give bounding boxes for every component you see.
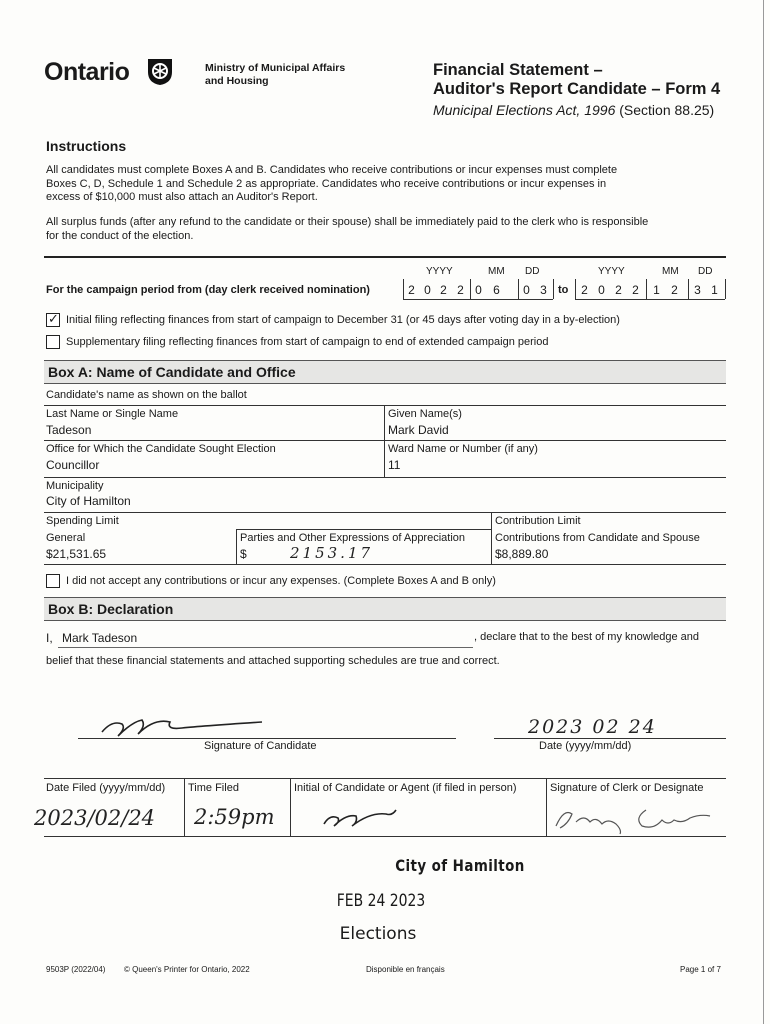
date-filed-label: Date Filed (yyyy/mm/dd) <box>46 782 166 794</box>
no-contributions-label: I did not accept any contributions or incur any expenses. (Complete Boxes A and B only) <box>66 575 496 587</box>
campaign-period-label: For the campaign period from (day clerk received nomination) <box>46 284 370 296</box>
signature-label: Signature of Candidate <box>204 740 317 752</box>
divider <box>44 836 726 837</box>
contributions-limit-field[interactable]: $8,889.80 <box>495 547 549 561</box>
date-box-separator <box>688 279 689 299</box>
form-title-line1: Financial Statement – <box>433 61 603 79</box>
instructions-line: All candidates must complete Boxes A and B. Candidates who receive contributions or incur expenses must complete <box>46 164 618 176</box>
name-underline <box>58 647 473 648</box>
declaration-text: , declare that to the best of my knowledge and <box>474 631 700 643</box>
municipality-field[interactable]: City of Hamilton <box>46 494 131 508</box>
divider <box>184 778 185 836</box>
date-digit: 2 <box>671 283 678 297</box>
copyright-text: © Queen's Printer for Ontario, 2022 <box>124 965 250 974</box>
to-dd-header: DD <box>698 266 713 277</box>
date-digit: 2 <box>632 283 639 297</box>
received-stamp-department: Elections <box>339 924 417 944</box>
time-filed-label: Time Filed <box>188 782 239 794</box>
given-name-field[interactable]: Mark David <box>388 423 449 437</box>
date-digit: 0 <box>523 283 530 297</box>
from-dd-header: DD <box>525 266 540 277</box>
ward-label: Ward Name or Number (if any) <box>388 443 538 455</box>
date-digit: 1 <box>653 283 660 297</box>
initial-filing-label: Initial filing reflecting finances from start of campaign to December 31 (or 45 days after voting day in a by-election) <box>66 314 620 326</box>
date-digit: 2 <box>408 283 415 297</box>
date-digit: 3 <box>540 283 547 297</box>
municipality-label: Municipality <box>46 480 104 492</box>
date-digit: 2 <box>457 283 464 297</box>
declaration-date-field[interactable]: 2023 02 24 <box>528 716 657 738</box>
office-label: Office for Which the Candidate Sought Election <box>46 443 276 455</box>
ontario-logo-text: Ontario <box>44 58 130 86</box>
box-a-heading: Box A: Name of Candidate and Office <box>48 364 296 380</box>
form-number: 9503P (2022/04) <box>46 965 106 974</box>
clerk-signature-label: Signature of Clerk or Designate <box>550 782 704 794</box>
general-limit-field[interactable]: $21,531.65 <box>46 547 107 561</box>
divider <box>44 778 726 779</box>
divider <box>44 405 726 406</box>
to-label: to <box>558 284 569 296</box>
date-box-bottom <box>403 299 553 300</box>
ministry-name-line2: and Housing <box>205 75 269 87</box>
date-filed-field[interactable]: 2023/02/24 <box>34 806 156 830</box>
date-box-right <box>725 279 726 299</box>
given-name-label: Given Name(s) <box>388 408 462 420</box>
no-contributions-checkbox[interactable] <box>46 574 60 588</box>
supplementary-filing-checkbox[interactable] <box>46 335 60 349</box>
act-reference <box>433 102 714 118</box>
to-yyyy-header: YYYY <box>598 266 625 277</box>
last-name-field[interactable]: Tadeson <box>46 423 92 437</box>
received-stamp-date: FEB 24 2023 <box>336 891 426 911</box>
instructions-paragraph-1 <box>46 164 617 205</box>
received-stamp-city: City of Hamilton <box>395 856 525 875</box>
date-digit: 1 <box>711 283 718 297</box>
belief-text: belief that these financial statements and attached supporting schedules are true and correct. <box>46 655 500 667</box>
date-label: Date (yyyy/mm/dd) <box>539 740 632 752</box>
instructions-heading: Instructions <box>46 138 127 154</box>
office-field[interactable]: Councillor <box>46 458 100 472</box>
initial-filing-checkbox[interactable] <box>46 313 60 327</box>
declaration-i: I, <box>46 631 53 645</box>
box-b-header <box>44 597 726 621</box>
signature-line <box>78 738 456 739</box>
trillium-icon <box>145 56 175 86</box>
date-digit: 0 <box>475 283 482 297</box>
divider <box>384 405 385 477</box>
from-mm-header: MM <box>488 266 505 277</box>
divider <box>236 529 237 564</box>
declarant-name-field[interactable]: Mark Tadeson <box>62 631 138 645</box>
box-b-heading: Box B: Declaration <box>48 601 174 617</box>
divider <box>236 529 491 530</box>
last-name-label: Last Name or Single Name <box>46 408 179 420</box>
from-yyyy-header: YYYY <box>426 266 453 277</box>
page-number: Page 1 of 7 <box>680 965 721 974</box>
instructions-line: excess of $10,000 must also attach an Auditor's Report. <box>46 191 318 203</box>
date-digit: 2 <box>440 283 447 297</box>
supplementary-filing-label: Supplementary filing reflecting finances from start of campaign to end of extended campaign period <box>66 336 549 348</box>
to-mm-header: MM <box>662 266 679 277</box>
time-filed-field[interactable]: 2:59pm <box>194 805 275 829</box>
clerk-signature[interactable] <box>550 800 720 836</box>
parties-limit-field[interactable]: 2153.17 <box>290 544 374 562</box>
box-a-header <box>44 360 726 384</box>
checkmark-icon: ✓ <box>48 311 59 326</box>
ward-field[interactable]: 11 <box>388 458 401 472</box>
divider <box>546 778 547 836</box>
ballot-name-note: Candidate's name as shown on the ballot <box>46 389 247 401</box>
ministry-name-line1: Ministry of Municipal Affairs <box>205 62 346 74</box>
date-box-separator <box>646 279 647 299</box>
candidate-signature[interactable] <box>92 708 282 742</box>
divider <box>491 512 492 564</box>
divider <box>44 477 726 478</box>
divider <box>44 440 726 441</box>
date-line <box>494 738 726 739</box>
date-digit: 3 <box>694 283 701 297</box>
date-digit: 6 <box>493 283 500 297</box>
parties-dollar-sign: $ <box>240 547 247 561</box>
date-digit: 2 <box>615 283 622 297</box>
initial-label: Initial of Candidate or Agent (if filed in person) <box>294 782 517 794</box>
date-box-bottom <box>575 299 725 300</box>
contributions-label: Contributions from Candidate and Spouse <box>495 532 700 544</box>
act-name: Municipal Elections Act, 1996 <box>433 102 616 118</box>
initial-signature[interactable] <box>320 806 410 832</box>
date-box-right <box>553 279 554 299</box>
instructions-line: All surplus funds (after any refund to the candidate or their spouse) shall be immediately paid to the clerk who is responsible <box>46 216 649 228</box>
divider <box>44 256 726 258</box>
date-box-left <box>575 279 576 299</box>
instructions-line: Boxes C, D, Schedule 1 and Schedule 2 as appropriate. Candidates who receive contributions or incur expenses in <box>46 177 607 190</box>
instructions-paragraph-2 <box>46 216 648 243</box>
contribution-limit-label: Contribution Limit <box>495 515 581 527</box>
act-section: (Section 88.25) <box>619 102 715 118</box>
spending-limit-label: Spending Limit <box>46 515 119 527</box>
general-label: General <box>46 532 86 544</box>
date-digit: 0 <box>424 283 431 297</box>
divider <box>44 564 726 565</box>
date-digit: 2 <box>581 283 588 297</box>
french-availability: Disponible en français <box>366 965 445 974</box>
instructions-line: for the conduct of the election. <box>46 229 194 242</box>
divider <box>44 512 726 513</box>
form-title-line2: Auditor's Report Candidate – Form 4 <box>433 80 721 98</box>
date-digit: 0 <box>598 283 605 297</box>
page-edge <box>763 0 764 1024</box>
parties-label: Parties and Other Expressions of Appreciation <box>240 532 466 544</box>
divider <box>290 778 291 836</box>
